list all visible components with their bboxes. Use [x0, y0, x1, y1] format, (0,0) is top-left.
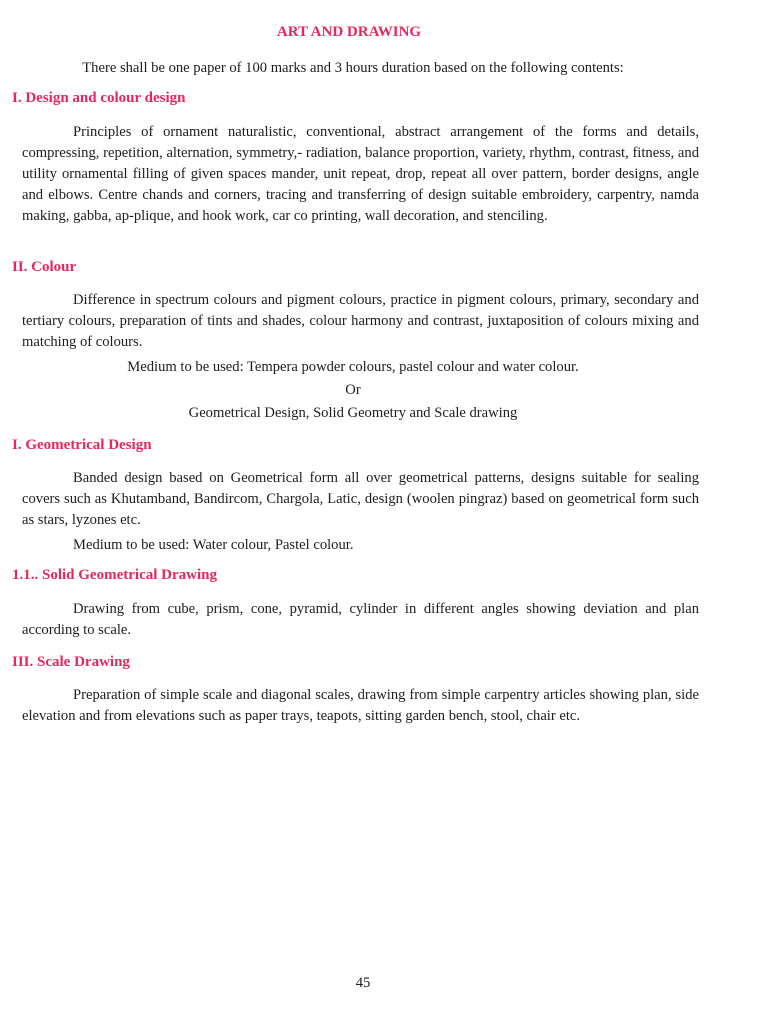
- alternative-subjects: Geometrical Design, Solid Geometry and Scale drawing: [188, 405, 518, 421]
- page-title: ART AND DRAWING: [276, 24, 422, 40]
- or-separator: Or: [345, 382, 361, 398]
- intro-text: There shall be one paper of 100 marks and 3 hours duration based on the following contents:: [82, 60, 624, 76]
- section-body-colour: Difference in spectrum colours and pigment colours, practice in pigment colours, primary, secondary and tertiary colours, preparation of tints and shades, colour harmony and contrast, juxtaposition of colours mixing and matching of colours.: [22, 292, 699, 350]
- section-heading-design: I. Design and colour design: [12, 90, 186, 106]
- section-body-geometrical: Banded design based on Geometrical form all over geometrical patterns, designs suitable for sealing covers such as Khutamband, Bandircom, Chargola, Latic, design (woolen pingraz) based on geometrical form such as stars, lyzones etc.: [22, 470, 699, 528]
- section-heading-colour: II. Colour: [12, 259, 77, 275]
- colour-medium-text: Medium to be used: Tempera powder colours, pastel colour and water colour.: [127, 359, 579, 375]
- section-heading-scale: III. Scale Drawing: [12, 654, 130, 670]
- section-heading-solid: 1.1.. Solid Geometrical Drawing: [12, 567, 217, 583]
- geometrical-medium-text: Medium to be used: Water colour, Pastel colour.: [73, 537, 354, 553]
- section-body-scale: Preparation of simple scale and diagonal scales, drawing from simple carpentry articles showing plan, side elevation and from elevations such as paper trays, teapots, sitting garden bench, stool, chair etc.: [22, 687, 699, 724]
- section-heading-geometrical: I. Geometrical Design: [12, 437, 152, 453]
- section-body-design: Principles of ornament naturalistic, conventional, abstract arrangement of the forms and details, compressing, repetition, alternation, symmetry,- radiation, balance proportion, variety, rhythm, contrast, fitness, and utility ornamental filling of given spaces mander, unit repeat, drop, repeat all over pattern, border designs, angle and elbows. Centre chands and corners, tracing and transferring of design suitable embroidery, carpentry, namda making, gabba, ap-plique, and hook work, car co printing, wall decoration, and stenciling.: [22, 124, 699, 224]
- page-number: 45: [355, 975, 371, 991]
- section-body-solid: Drawing from cube, prism, cone, pyramid, cylinder in different angles showing deviation and plan according to scale.: [22, 601, 699, 638]
